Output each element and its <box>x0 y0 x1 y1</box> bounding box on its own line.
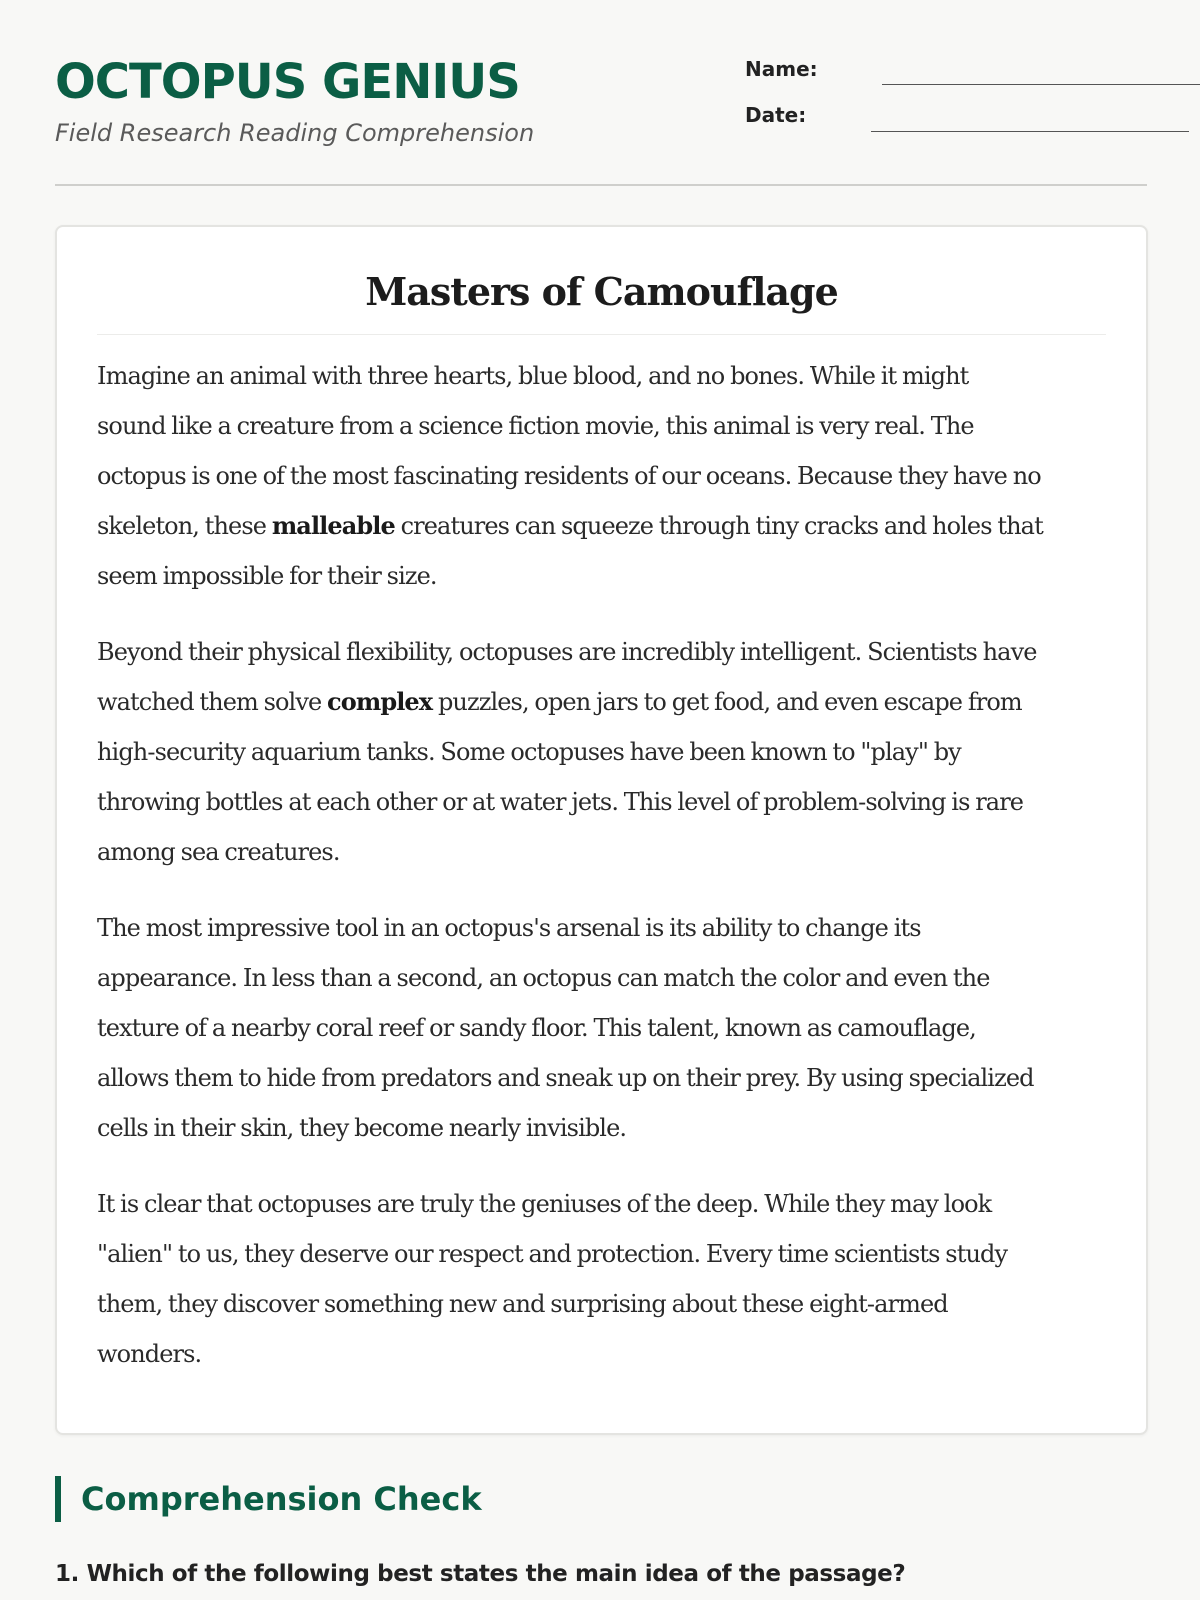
passage-line: high-security aquarium tanks. Some octopuses have been known to "play" by <box>97 738 961 766</box>
passage-line: among sea creatures. <box>97 838 340 866</box>
name-label: Name: <box>745 57 818 81</box>
passage-line: The most impressive tool in an octopus's arsenal is its ability to change its <box>97 914 921 942</box>
comprehension-section-header <box>55 1476 482 1522</box>
passage-line: wonders. <box>97 1340 202 1368</box>
line-text: skeleton, these <box>97 512 272 540</box>
passage-body <box>97 351 1107 1379</box>
passage-line: Imagine an animal with three hearts, blue blood, and no bones. While it might <box>97 362 969 390</box>
worksheet-subtitle: Field Research Reading Comprehension <box>55 119 535 147</box>
vocab-word-complex: complex <box>327 687 433 716</box>
passage-paragraph <box>97 903 1107 1153</box>
passage-line <box>97 677 1107 727</box>
date-blank-line[interactable] <box>871 131 1189 132</box>
passage-line: allows them to hide from predators and sneak up on their prey. By using specialized <box>97 1064 1034 1092</box>
question-text: Which of the following best states the main idea of the passage? <box>86 1561 906 1587</box>
passage-line: octopus is one of the most fascinating residents of our oceans. Because they have no <box>97 462 1041 490</box>
passage-title: Masters of Camouflage <box>365 269 838 314</box>
passage-line <box>97 501 1107 551</box>
passage-line: texture of a nearby coral reef or sandy floor. This talent, known as camouflage, <box>97 1014 976 1042</box>
line-text: creatures can squeeze through tiny cracks and holes that <box>394 512 1043 540</box>
passage-line: them, they discover something new and surprising about these eight-armed <box>97 1290 948 1318</box>
line-text: puzzles, open jars to get food, and even escape from <box>432 688 1022 716</box>
title-divider <box>97 334 1106 335</box>
passage-line: throwing bottles at each other or at water jets. This level of problem-solving is rare <box>97 788 1024 816</box>
vocab-word-malleable: malleable <box>271 511 395 540</box>
name-blank-line[interactable] <box>882 84 1200 85</box>
passage-line: "alien" to us, they deserve our respect and protection. Every time scientists study <box>97 1240 1008 1268</box>
passage-line: sound like a creature from a science fiction movie, this animal is very real. The <box>97 412 974 440</box>
passage-paragraph <box>97 351 1107 601</box>
passage-line: seem impossible for their size. <box>97 562 437 590</box>
passage-line: cells in their skin, they become nearly invisible. <box>97 1114 627 1142</box>
reading-passage-card <box>55 225 1148 1435</box>
question-number: 1. <box>55 1561 79 1587</box>
passage-paragraph <box>97 627 1107 877</box>
passage-line: It is clear that octopuses are truly the geniuses of the deep. While they may look <box>97 1190 992 1218</box>
passage-paragraph <box>97 1179 1107 1379</box>
passage-line: appearance. In less than a second, an octopus can match the color and even the <box>97 964 990 992</box>
date-label: Date: <box>745 103 807 127</box>
worksheet-header <box>55 0 1147 186</box>
worksheet-title: OCTOPUS GENIUS <box>55 54 520 110</box>
question-1 <box>55 1558 905 1590</box>
comprehension-heading: Comprehension Check <box>81 1480 482 1518</box>
passage-line: Beyond their physical flexibility, octopuses are incredibly intelligent. Scientists have <box>97 638 1037 666</box>
line-text: watched them solve <box>97 688 328 716</box>
